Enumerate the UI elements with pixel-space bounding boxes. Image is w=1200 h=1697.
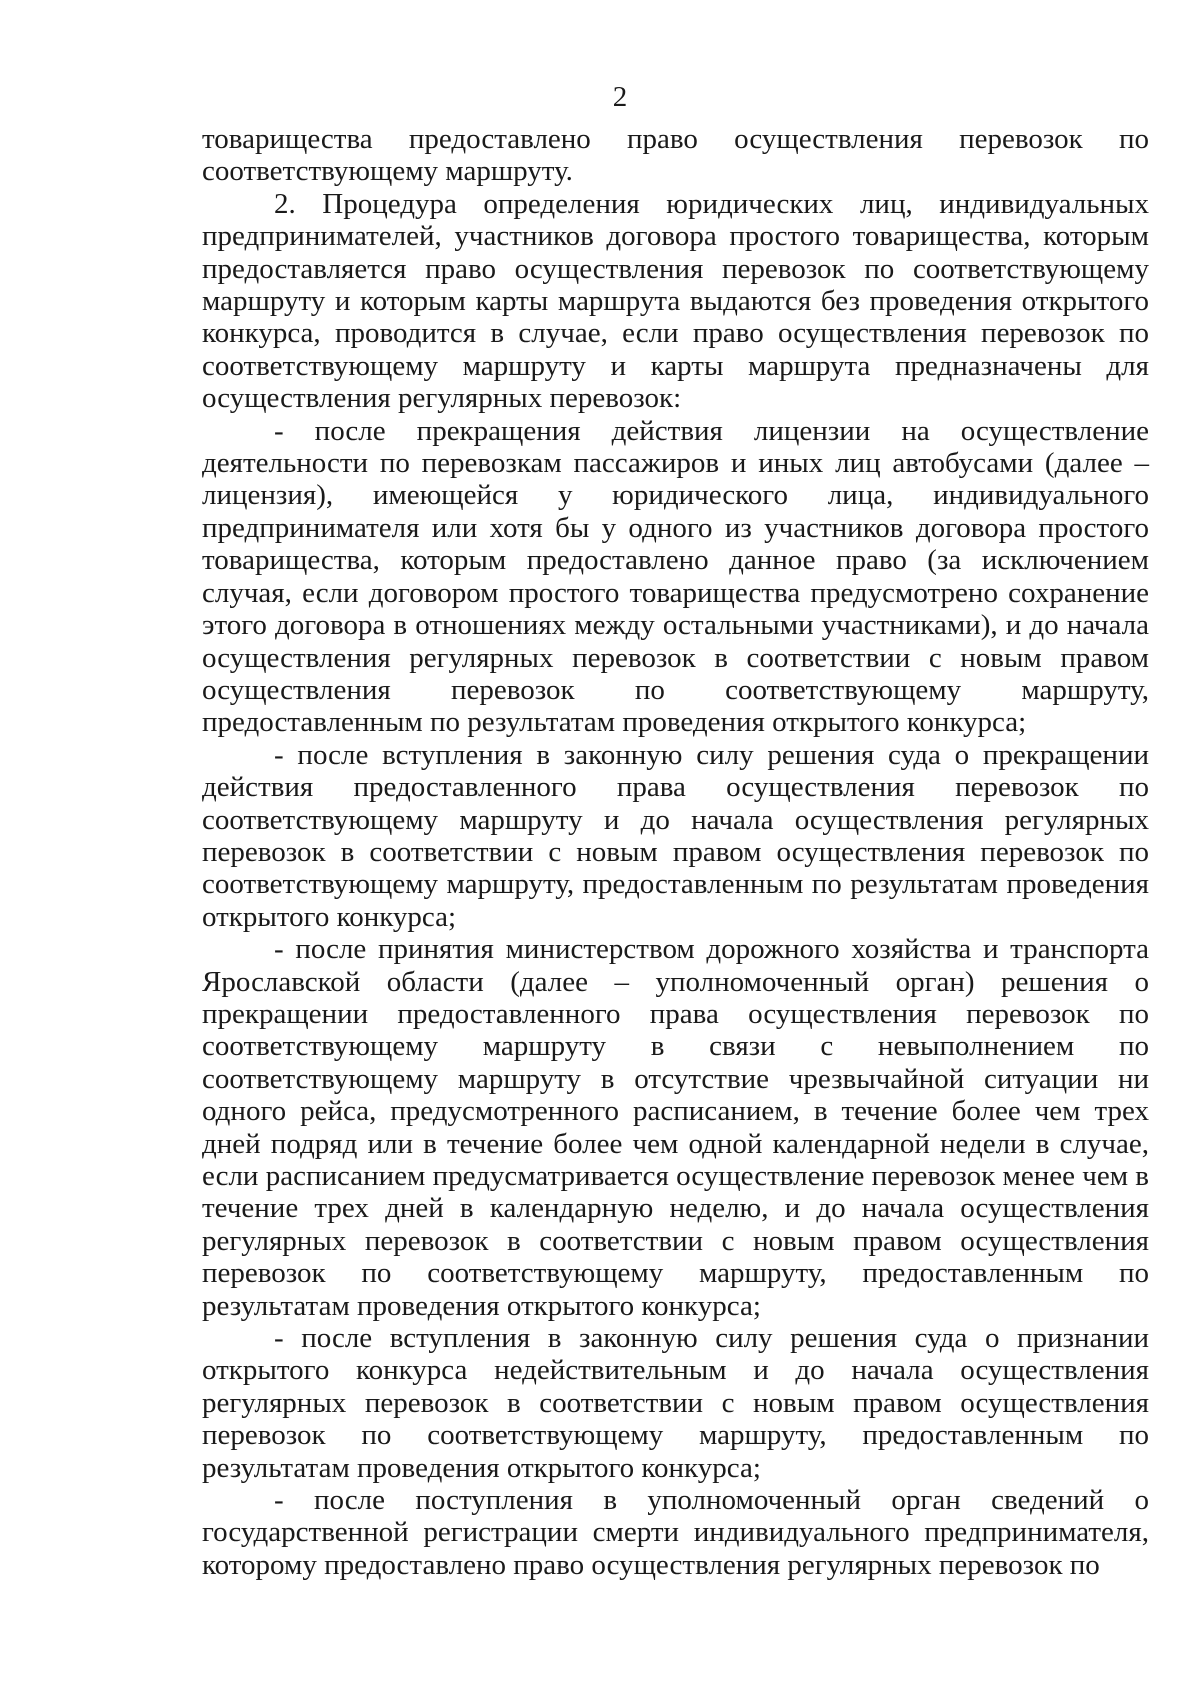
page-number: 2 (612, 81, 628, 113)
paragraph-court-decision-termination: - после вступления в законную силу решения суда о прекращении действия предоставленного права осуществления перевозок по соответствующему маршруту и до начала осуществления регулярных перевозок в соответствии с новым правом осуществления перевозок по соответствующему маршруту, предоставленным по результатам проведения открытого конкурса; (202, 738, 1149, 933)
paragraph-contest-invalid: - после вступления в законную силу решения суда о признании открытого конкурса недействительным и до начала осуществления регулярных перевозок в соответствии с новым правом осуществления перевозок по соответствующему маршруту, предоставленным по результатам проведения открытого конкурса; (202, 1322, 1149, 1484)
paragraph-continuation: товарищества предоставлено право осуществления перевозок по соответствующему маршруту. (202, 123, 1149, 188)
document-body (202, 123, 1149, 1581)
paragraph-license-termination: - после прекращения действия лицензии на осуществление деятельности по перевозкам пассажиров и иных лиц автобусами (далее – лицензия), имеющейся у юридического лица, индивидуального предпринимателя или хотя бы у одного из участников договора простого товарищества, которым предоставлено данное право (за исключением случая, если договором простого товарищества предусмотрено сохранение этого договора в отношениях между остальными участниками), и до начала осуществления регулярных перевозок в соответствии с новым правом осуществления перевозок по соответствующему маршруту, предоставленным по результатам проведения открытого конкурса; (202, 414, 1149, 739)
paragraph-ministry-decision: - после принятия министерством дорожного хозяйства и транспорта Ярославской области (далее – уполномоченный орган) решения о прекращении предоставленного права осуществления перевозок по соответствующему маршруту в связи с невыполнением по соответствующему маршруту в отсутствие чрезвычайной ситуации ни одного рейса, предусмотренного расписанием, в течение более чем трех дней подряд или в течение более чем одной календарной недели в случае, если расписанием предусматривается осуществление перевозок менее чем в течение трех дней в календарную неделю, и до начала осуществления регулярных перевозок в соответствии с новым правом осуществления перевозок по соответствующему маршруту, предоставленным по результатам проведения открытого конкурса; (202, 933, 1149, 1322)
paragraph-item-2: 2. Процедура определения юридических лиц, индивидуальных предпринимателей, участников договора простого товарищества, которым предоставляется право осуществления перевозок по соответствующему маршруту и которым карты маршрута выдаются без проведения открытого конкурса, проводится в случае, если право осуществления перевозок по соответствующему маршруту и карты маршрута предназначены для осуществления регулярных перевозок: (202, 187, 1149, 415)
paragraph-death-registration: - после поступления в уполномоченный орган сведений о государственной регистрации смерти индивидуального предпринимателя, которому предоставлено право осуществления регулярных перевозок по (202, 1484, 1149, 1581)
